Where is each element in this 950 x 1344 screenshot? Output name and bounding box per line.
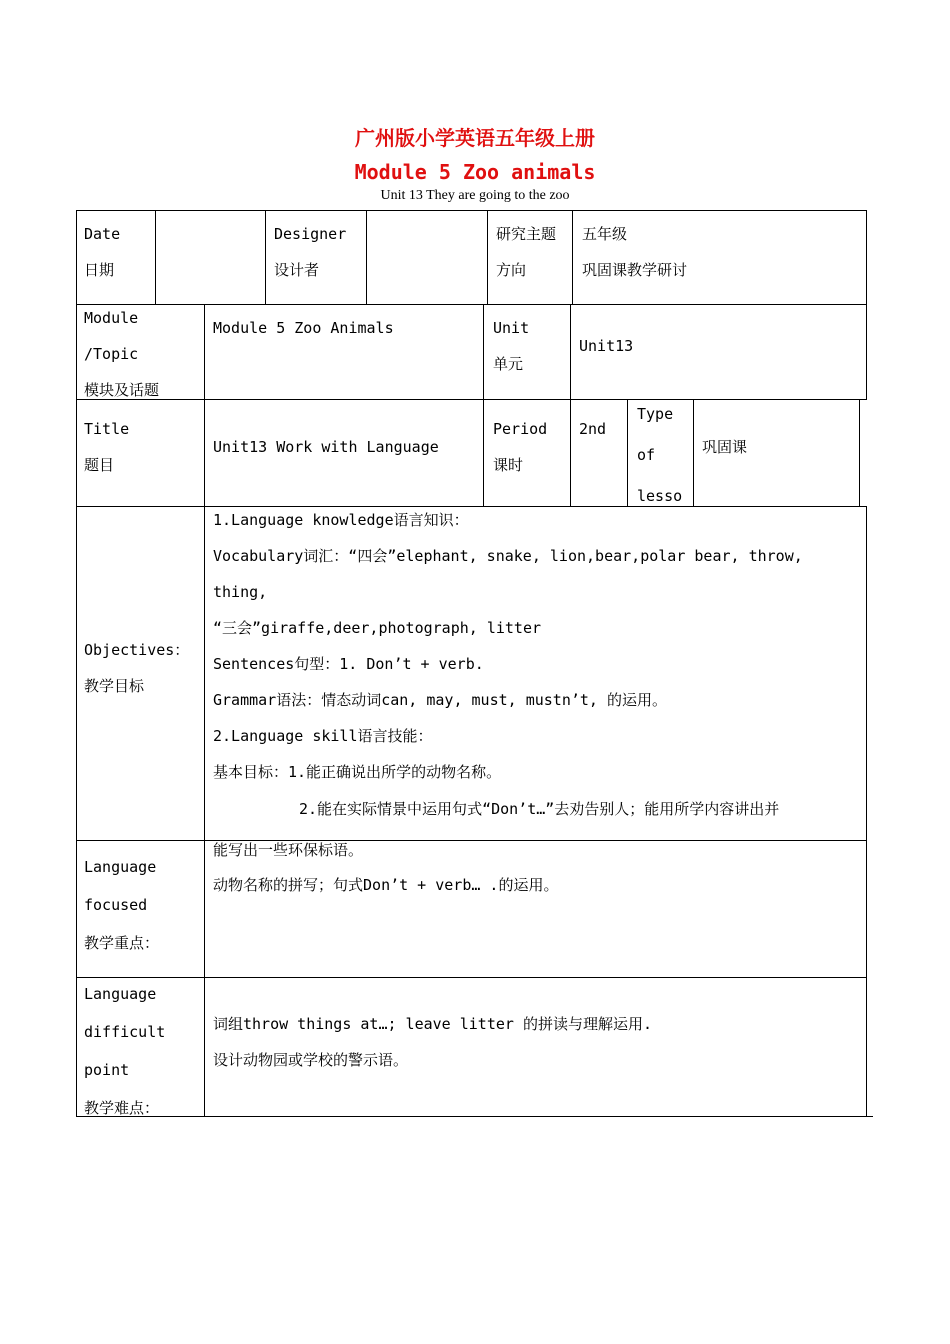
objectives-line: 能写出一些环保标语。 bbox=[213, 841, 364, 859]
language-focused-value: 动物名称的拼写；句式Don’t + verb… .的运用。 bbox=[213, 876, 559, 894]
module-value: Module 5 Zoo Animals bbox=[213, 319, 394, 337]
title-value: Unit13 Work with Language bbox=[213, 438, 439, 456]
research-topic-label: 研究主题 方向 bbox=[496, 225, 557, 279]
objectives-line: 2.Language skill语言技能： bbox=[213, 727, 433, 745]
title-label: Title 题目 bbox=[84, 420, 130, 474]
period-value: 2nd bbox=[579, 420, 607, 438]
objectives-line: Vocabulary词汇：“四会”elephant, snake, lion,bear,polar bear, throw, thing, bbox=[213, 547, 803, 601]
lesson-type-label: Type of lesso bbox=[637, 405, 683, 505]
objectives-line: 1.Language knowledge语言知识： bbox=[213, 511, 469, 529]
unit-label: Unit 单元 bbox=[493, 319, 530, 373]
research-topic-value: 五年级 巩固课教学研讨 bbox=[582, 225, 688, 279]
objectives-line: Sentences句型：1. Don’t + verb. bbox=[213, 655, 484, 673]
language-difficult-label: Language difficult point 教学难点： bbox=[84, 985, 166, 1117]
language-focused-label: Language focused 教学重点： bbox=[84, 858, 160, 952]
date-label: Date 日期 bbox=[84, 225, 121, 279]
objectives-line: 基本目标：1.能正确说出所学的动物名称。 bbox=[213, 763, 502, 781]
designer-label: Designer 设计者 bbox=[274, 225, 347, 279]
objectives-line: “三会”giraffe,deer,photograph, litter bbox=[213, 619, 542, 637]
document-title-cn: 广州版小学英语五年级上册 bbox=[355, 126, 595, 150]
objectives-content bbox=[213, 502, 863, 872]
language-difficult-value: 词组throw things at…; leave litter 的拼读与理解运用. 设计动物园或学校的警示语。 bbox=[213, 1015, 652, 1069]
lesson-type-value: 巩固课 bbox=[702, 438, 748, 456]
period-label: Period 课时 bbox=[493, 420, 548, 474]
unit-value: Unit13 bbox=[579, 337, 634, 355]
objectives-line: 2.能在实际情景中运用句式“Don’t…”去劝告别人；能用所学内容讲出并 bbox=[299, 800, 780, 818]
objectives-label: Objectives： 教学目标 bbox=[84, 641, 190, 695]
module-topic-label: Module /Topic 模块及话题 bbox=[84, 309, 160, 399]
document-subtitle: Unit 13 They are going to the zoo bbox=[380, 188, 570, 203]
document-title-en: Module 5 Zoo animals bbox=[354, 160, 596, 184]
objectives-line: Grammar语法：情态动词can, may, must, mustn’t, 的运用。 bbox=[213, 691, 667, 709]
